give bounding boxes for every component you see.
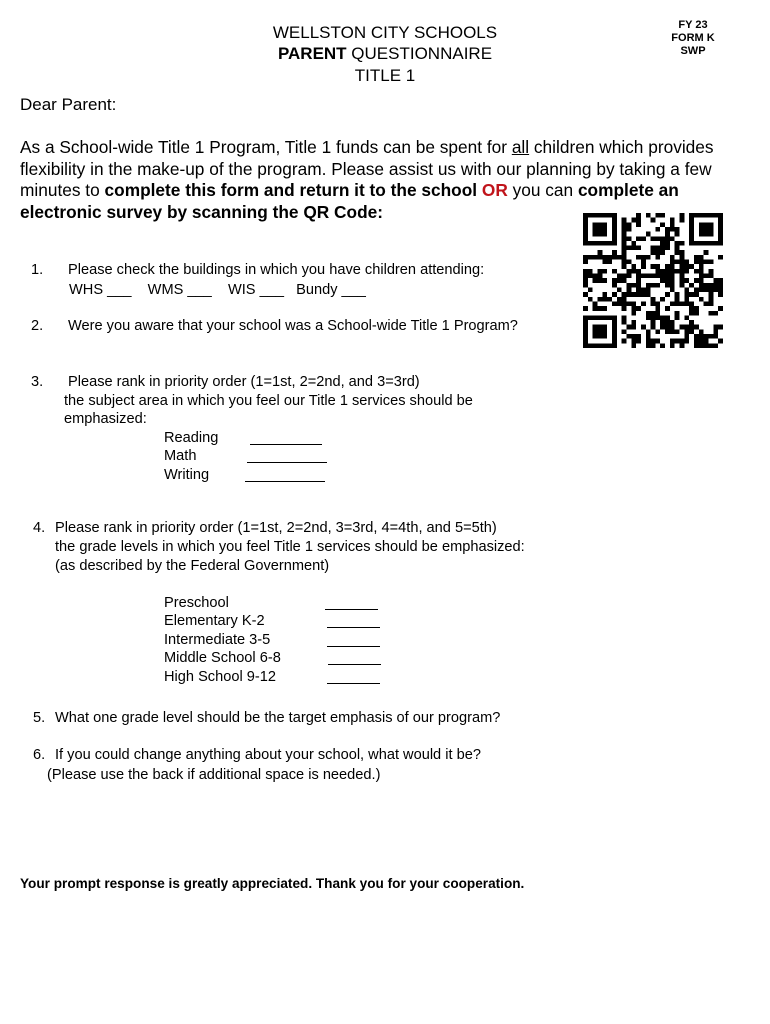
option-bundy: Bundy ___: [296, 282, 366, 298]
question-3-line-1: Please rank in priority order (1=1st, 2=2nd, and 3=3rd): [68, 374, 420, 390]
intro-bold-1: complete this form and return it to the school: [104, 180, 482, 201]
fiscal-year: FY 23: [678, 19, 708, 31]
intro-text-1: As a School-wide Title 1 Program, Title 1 funds can be spent for: [20, 137, 512, 157]
grade-high-school: High School 9-12: [164, 669, 276, 685]
subject-math: Math: [164, 448, 197, 464]
form-code-block: [658, 19, 728, 58]
option-whs: WHS ___: [69, 282, 132, 298]
elementary-rank-field[interactable]: [327, 612, 380, 628]
school-name: WELLSTON CITY SCHOOLS: [272, 23, 498, 42]
intro-all: all: [511, 137, 530, 157]
form-title: [200, 43, 570, 64]
grade-elementary: Elementary K-2: [164, 613, 265, 629]
question-4-line-1: Please rank in priority order (1=1st, 2=2nd, 3=3rd, 4=4th, and 5=5th): [55, 520, 497, 536]
intro-text-2: children which provides flexibility in the make-up of the program. Please assist us with our planning by taking a few minutes to: [20, 137, 714, 201]
grade-intermediate: Intermediate 3-5: [164, 632, 271, 648]
question-6-text: If you could change anything about your school, what would it be?: [55, 747, 481, 763]
question-4-number: 4.: [33, 520, 46, 536]
form-title-rest: QUESTIONNAIRE: [346, 44, 493, 63]
question-5-number: 5.: [33, 710, 46, 726]
closing-thanks: Your prompt response is greatly appreciated. Thank you for your cooperation.: [20, 876, 525, 891]
reading-rank-field[interactable]: [250, 429, 322, 445]
preschool-rank-field[interactable]: [325, 594, 378, 610]
intro-bold-2: complete an electronic survey by scanning the QR Code:: [20, 180, 679, 222]
intro-paragraph: [20, 137, 732, 223]
question-2-number: 2.: [31, 318, 44, 334]
question-4-line-3: (as described by the Federal Government): [55, 558, 330, 574]
intro-text-3: you can: [507, 180, 578, 201]
salutation: Dear Parent:: [20, 95, 117, 114]
form-id: FORM K: [671, 32, 715, 44]
question-5-text: What one grade level should be the target emphasis of our program?: [55, 710, 501, 726]
form-type: SWP: [680, 45, 706, 57]
intro-or: OR: [481, 180, 508, 201]
option-wms: WMS ___: [147, 282, 212, 298]
qr-code-icon[interactable]: [583, 213, 723, 348]
subject-reading: Reading: [164, 430, 219, 446]
form-title-bold: PARENT: [277, 44, 347, 63]
question-6-note: (Please use the back if additional space is needed.): [47, 767, 381, 783]
grade-middle-school: Middle School 6-8: [164, 650, 281, 666]
form-subtitle: TITLE 1: [354, 66, 416, 85]
question-3-line-3: emphasized:: [64, 411, 147, 427]
question-2-text: Were you aware that your school was a School-wide Title 1 Program?: [68, 318, 518, 334]
middle-school-rank-field[interactable]: [328, 649, 381, 665]
grade-preschool: Preschool: [164, 595, 229, 611]
option-wis: WIS ___: [227, 282, 284, 298]
question-3-number: 3.: [31, 374, 44, 390]
question-4-line-2: the grade levels in which you feel Title 1 services should be emphasized:: [55, 539, 525, 555]
high-school-rank-field[interactable]: [327, 668, 380, 684]
writing-rank-field[interactable]: [245, 466, 325, 482]
question-1-options: [69, 281, 366, 300]
math-rank-field[interactable]: [247, 447, 327, 463]
intermediate-rank-field[interactable]: [327, 631, 380, 647]
subject-writing: Writing: [164, 467, 210, 483]
question-1-number: 1.: [31, 262, 44, 278]
question-6-number: 6.: [33, 747, 46, 763]
question-3-line-2: the subject area in which you feel our Title 1 services should be: [64, 393, 473, 409]
question-1-text: Please check the buildings in which you have children attending:: [68, 262, 485, 278]
